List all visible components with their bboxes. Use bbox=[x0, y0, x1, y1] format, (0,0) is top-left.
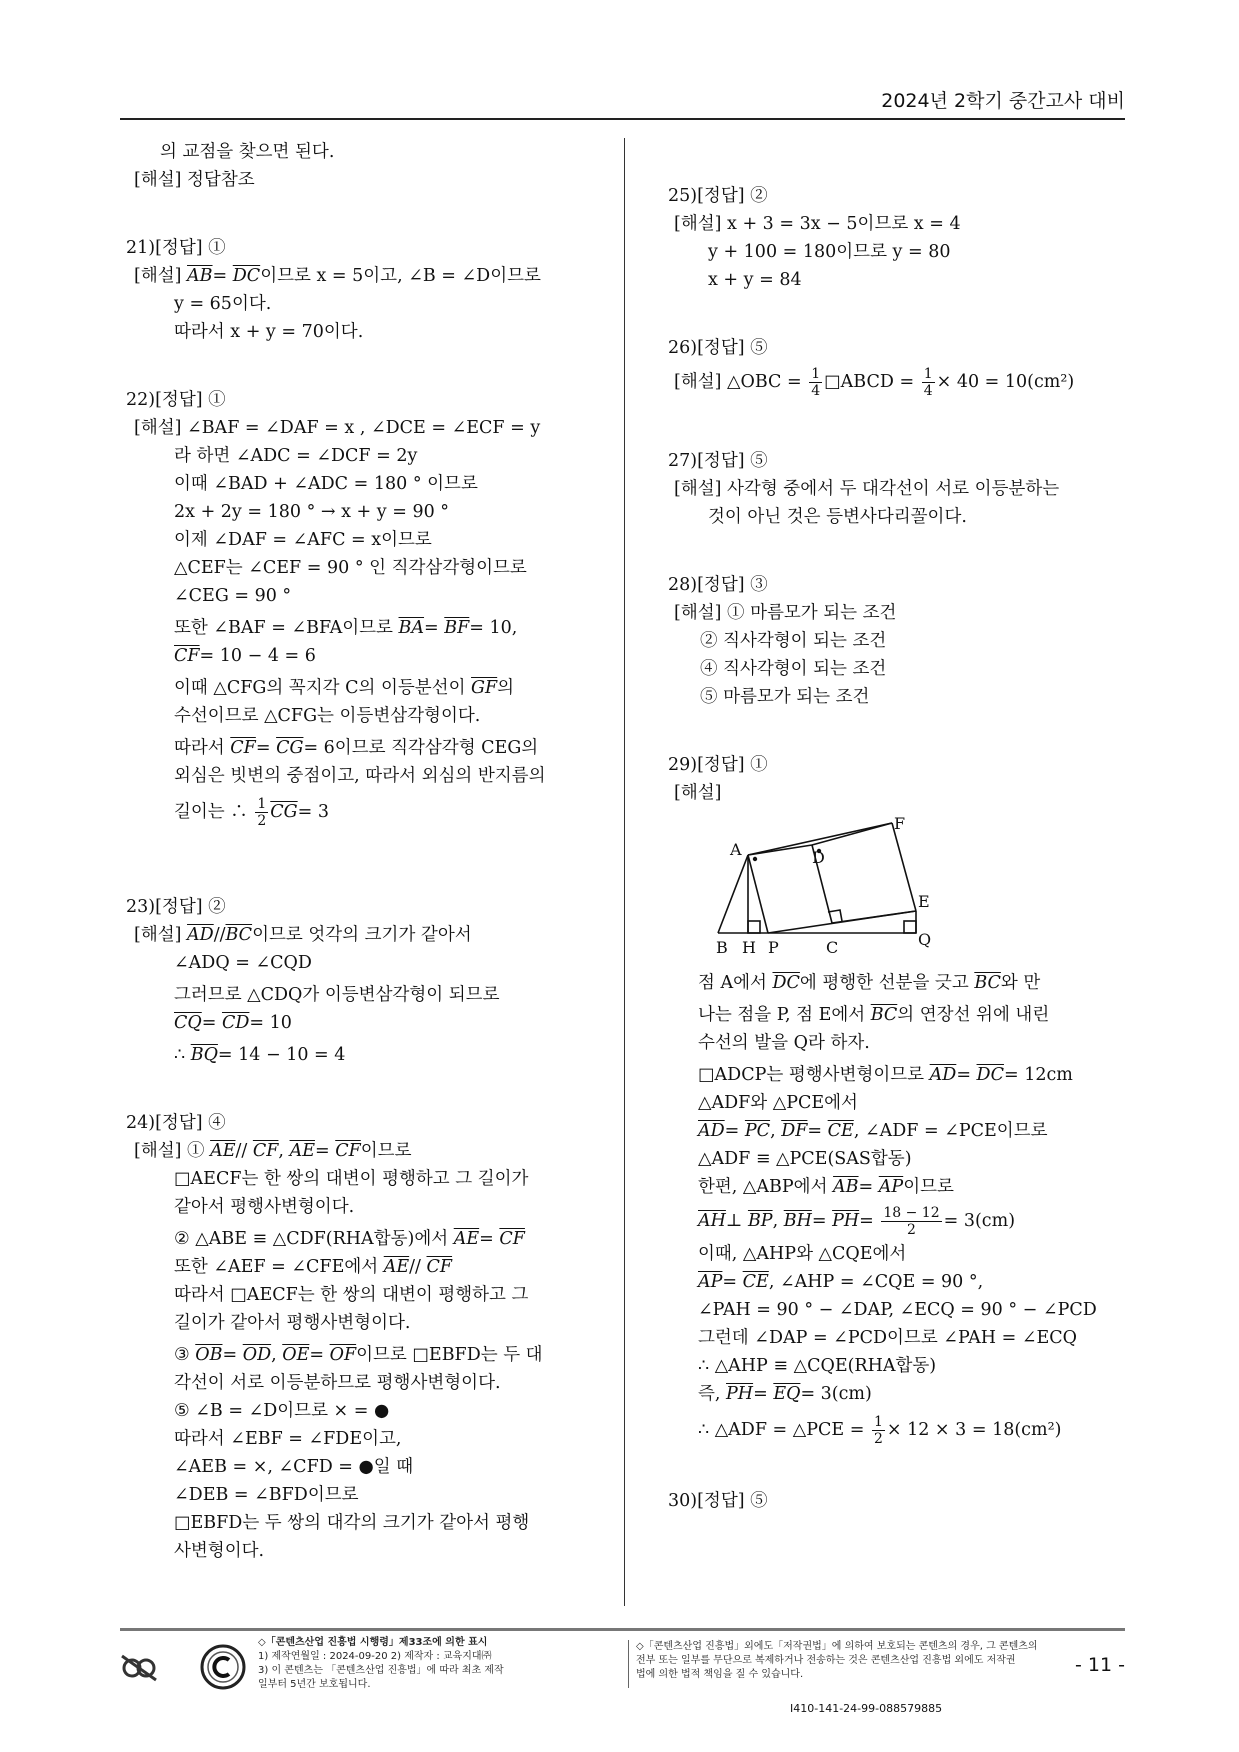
q21-line-3: 따라서 x + y = 70이다. bbox=[174, 322, 364, 342]
question-21 bbox=[126, 234, 602, 346]
q28-line-2: ② 직사각형이 되는 조건 bbox=[700, 631, 887, 651]
q25-line-3: x + y = 84 bbox=[708, 270, 802, 290]
label-F: F bbox=[894, 815, 906, 833]
q22-line-13: 외심은 빗변의 중점이고, 따라서 외심의 반지름의 bbox=[174, 766, 546, 786]
label-B: B bbox=[716, 938, 728, 957]
question-30 bbox=[668, 1487, 1132, 1515]
q28-answer: 28)[정답] ③ bbox=[668, 575, 768, 595]
q29-line-1: 점 A에서 $\overline{DC}$에 평행한 선분을 긋고 $\overline{BC}$와 만 bbox=[698, 973, 1041, 993]
q24-line-5: 또한 ∠AEF = ∠CFE에서 $\overline{AE}//$ $\overline{CF}$ bbox=[174, 1257, 453, 1277]
footer-left-line-3: 일부터 5년간 보호됩니다. bbox=[258, 1679, 371, 1690]
q22-line-8: 또한 ∠BAF = ∠BFA이므로 $\overline{BA}= \overline{BF}= 10$, bbox=[174, 618, 518, 638]
left-column bbox=[126, 138, 602, 1565]
footer-left-line-2: 3) 이 콘텐츠는 「콘텐츠산업 진흥법」에 따라 최초 제작 bbox=[258, 1665, 504, 1676]
label-D: D bbox=[812, 848, 825, 867]
q24-line-4: ② △ABE ≡ △CDF(RHA합동)에서 $\overline{AE}= \overline{CF}$ bbox=[174, 1229, 525, 1249]
intro-line: 의 교점을 찾으면 된다. bbox=[160, 142, 335, 162]
question-25 bbox=[668, 182, 1132, 294]
question-22 bbox=[126, 386, 602, 829]
q24-line-3: 같아서 평행사변형이다. bbox=[174, 1197, 355, 1217]
label-E: E bbox=[918, 892, 930, 911]
q22-line-2: 라 하면 ∠ADC = ∠DCF = 2y bbox=[174, 446, 418, 466]
q25-line-2: y + 100 = 180이므로 y = 80 bbox=[708, 242, 951, 262]
geometry-diagram bbox=[716, 815, 976, 959]
q22-line-9: $\overline{CF}= 10 - 4 = 6$ bbox=[174, 646, 316, 666]
q29-answer: 29)[정답] ① bbox=[668, 755, 768, 775]
q26-answer: 26)[정답] ⑤ bbox=[668, 338, 768, 358]
q26-line-1: [해설] △OBC = $\frac{1}{4}$ □ABCD = $\frac{1}{4}$ × 40 = 10(cm²) bbox=[674, 366, 1075, 399]
footer-divider bbox=[628, 1640, 629, 1688]
q25-answer: 25)[정답] ② bbox=[668, 186, 768, 206]
q23-line-1: [해설] $\overline{AD}//\overline{BC}$이므로 엇각의 크기가 같아서 bbox=[134, 925, 472, 945]
label-A: A bbox=[730, 840, 742, 859]
q29-line-4: □ADCP는 평행사변형이므로 $\overline{AD}= \overline{DC}= 12cm$ bbox=[698, 1065, 1073, 1085]
q22-line-6: △CEF는 ∠CEF = 90 ° 인 직각삼각형이므로 bbox=[174, 558, 527, 578]
q29-line-14: ∴ △AHP ≡ △CQE(RHA합동) bbox=[698, 1356, 937, 1376]
q21-line-1: [해설] $\overline{AB}= \overline{DC}$이므로 x = 5이고, ∠B = ∠D이므로 bbox=[134, 266, 541, 286]
q24-line-2: □AECF는 한 쌍의 대변이 평행하고 그 길이가 bbox=[174, 1169, 529, 1189]
q24-line-6: 따라서 □AECF는 한 쌍의 대변이 평행하고 그 bbox=[174, 1285, 529, 1305]
question-26 bbox=[668, 334, 1132, 399]
document-code: I410-141-24-99-088579885 bbox=[790, 1702, 943, 1715]
footer-right-notice bbox=[636, 1640, 1066, 1682]
publisher-logo-icon bbox=[118, 1648, 160, 1688]
q27-answer: 27)[정답] ⑤ bbox=[668, 451, 768, 471]
question-28 bbox=[668, 571, 1132, 711]
label-C: C bbox=[826, 938, 839, 957]
footer-right-line-3: 법에 의한 법적 책임을 질 수 있습니다. bbox=[636, 1669, 804, 1680]
footer-rule bbox=[120, 1628, 1125, 1631]
q28-line-1: [해설] ① 마름모가 되는 조건 bbox=[674, 603, 897, 623]
q29-line-8: 한편, △ABP에서 $\overline{AB}= \overline{AP}$이므로 bbox=[698, 1177, 954, 1197]
q29-line-11: $\overline{AP}= \overline{CE}$, ∠AHP = ∠CQE = 90 °, bbox=[698, 1272, 984, 1292]
question-24 bbox=[126, 1109, 602, 1565]
q29-line-7: △ADF ≡ △PCE(SAS합동) bbox=[698, 1149, 912, 1169]
q29-line-5: △ADF와 △PCE에서 bbox=[698, 1093, 858, 1113]
q24-line-7: 길이가 같아서 평행사변형이다. bbox=[174, 1313, 411, 1333]
q24-line-13: ∠DEB = ∠BFD이므로 bbox=[174, 1485, 359, 1505]
q23-answer: 23)[정답] ② bbox=[126, 897, 226, 917]
page-header-title: 2024년 2학기 중간고사 대비 bbox=[881, 90, 1125, 112]
q24-line-1: [해설] ① $\overline{AE}//$ $\overline{CF}$, $\overline{AE}= \overline{CF}$이므로 bbox=[134, 1141, 412, 1161]
q29-line-6: $\overline{AD}= \overline{PC}$, $\overline{DF}= \overline{CE}$, ∠ADF = ∠PCE이므로 bbox=[698, 1121, 1048, 1141]
q22-line-10: 이때 △CFG의 꼭지각 C의 이등분선이 $\overline{GF}$의 bbox=[174, 678, 515, 698]
q29-expl: [해설] bbox=[674, 783, 722, 803]
right-column bbox=[668, 182, 1132, 1515]
q21-line-2: y = 65이다. bbox=[174, 294, 272, 314]
q28-line-4: ⑤ 마름모가 되는 조건 bbox=[700, 687, 870, 707]
q29-line-2: 나는 점을 P, 점 E에서 $\overline{BC}$의 연장선 위에 내린 bbox=[698, 1005, 1050, 1025]
q22-line-14: 길이는 ∴ $\frac{1}{2}$ $\overline{CG}= 3$ bbox=[174, 796, 330, 829]
header-rule bbox=[120, 118, 1125, 120]
q22-line-11: 수선이므로 △CFG는 이등변삼각형이다. bbox=[174, 706, 481, 726]
q29-line-12: ∠PAH = 90 ° − ∠DAP, ∠ECQ = 90 ° − ∠PCD bbox=[698, 1300, 1097, 1320]
copyright-seal-icon bbox=[200, 1644, 246, 1690]
question-23 bbox=[126, 893, 602, 1069]
q29-line-15: 즉, $\overline{PH}= \overline{EQ}= 3(cm)$ bbox=[698, 1384, 872, 1404]
q22-line-1: [해설] ∠BAF = ∠DAF = x , ∠DCE = ∠ECF = y bbox=[134, 418, 541, 438]
label-H: H bbox=[742, 938, 756, 957]
q22-line-3: 이때 ∠BAD + ∠ADC = 180 ° 이므로 bbox=[174, 474, 478, 494]
q23-line-4: $\overline{CQ}= \overline{CD}= 10$ bbox=[174, 1013, 292, 1033]
intro-expl: [해설] 정답참조 bbox=[134, 170, 255, 190]
q24-line-12: ∠AEB = ×, ∠CFD = ●일 때 bbox=[174, 1457, 414, 1477]
footer-left-line-1: 1) 제작연월일 : 2024-09-20 2) 제작자 : 교육지대㈜ bbox=[258, 1651, 492, 1662]
label-Q: Q bbox=[918, 930, 932, 949]
q22-line-12: 따라서 $\overline{CF}= \overline{CG}= 6$이므로 직각삼각형 CEG의 bbox=[174, 738, 539, 758]
footer-left-notice bbox=[258, 1636, 618, 1692]
q29-line-3: 수선의 발을 Q라 하자. bbox=[698, 1033, 870, 1053]
q24-line-15: 사변형이다. bbox=[174, 1541, 265, 1561]
q24-line-10: ⑤ ∠B = ∠D이므로 × = ● bbox=[174, 1401, 390, 1421]
q22-line-7: ∠CEG = 90 ° bbox=[174, 586, 292, 606]
footer-right-line-2: 전부 또는 일부를 무단으로 복제하거나 전송하는 것은 콘텐츠산업 진흥법 외에도 저작권 bbox=[636, 1655, 1016, 1666]
q28-line-3: ④ 직사각형이 되는 조건 bbox=[700, 659, 887, 679]
q29-line-13: 그런데 ∠DAP = ∠PCD이므로 ∠PAH = ∠ECQ bbox=[698, 1328, 1078, 1348]
q22-line-5: 이제 ∠DAF = ∠AFC = x이므로 bbox=[174, 530, 432, 550]
q23-line-2: ∠ADQ = ∠CQD bbox=[174, 953, 312, 973]
q23-line-5: ∴ $\overline{BQ}= 14 - 10 = 4$ bbox=[174, 1045, 346, 1065]
q25-line-1: [해설] x + 3 = 3x − 5이므로 x = 4 bbox=[674, 214, 961, 234]
q21-answer: 21)[정답] ① bbox=[126, 238, 226, 258]
q24-line-14: □EBFD는 두 쌍의 대각의 크기가 같아서 평행 bbox=[174, 1513, 530, 1533]
q30-answer: 30)[정답] ⑤ bbox=[668, 1491, 768, 1511]
label-P: P bbox=[768, 938, 779, 957]
q29-line-9: $\overline{AH}\perp$ $\overline{BP}$, $\overline{BH}= \overline{PH}=$ $\frac{18 - 12}{2}$ = 3(cm) bbox=[698, 1205, 1016, 1238]
q23-line-3: 그러므로 △CDQ가 이등변삼각형이 되므로 bbox=[174, 985, 500, 1005]
q24-answer: 24)[정답] ④ bbox=[126, 1113, 226, 1133]
q29-line-16: ∴ △ADF = △PCE = $\frac{1}{2}$ × 12 × 3 = 18(cm²) bbox=[698, 1414, 1062, 1447]
q29-line-10: 이때, △AHP와 △CQE에서 bbox=[698, 1244, 907, 1264]
footer-left-title: ◇「콘텐츠산업 진흥법 시행령」제33조에 의한 표시 bbox=[258, 1637, 488, 1648]
q24-line-8: ③ $\overline{OB}= \overline{OD}$, $\overline{OE}= \overline{OF}$이므로 □EBFD는 두 대 bbox=[174, 1345, 543, 1365]
question-29 bbox=[668, 751, 1132, 1447]
q22-line-4: 2x + 2y = 180 ° → x + y = 90 ° bbox=[174, 502, 450, 522]
question-27 bbox=[668, 447, 1132, 531]
page-number: - 11 - bbox=[1075, 1654, 1125, 1676]
q24-line-9: 각선이 서로 이등분하므로 평행사변형이다. bbox=[174, 1373, 501, 1393]
q27-line-2: 것이 아닌 것은 등변사다리꼴이다. bbox=[708, 507, 967, 527]
q27-line-1: [해설] 사각형 중에서 두 대각선이 서로 이등분하는 bbox=[674, 479, 1060, 499]
q22-answer: 22)[정답] ① bbox=[126, 390, 226, 410]
footer-right-line-1: ◇「콘텐츠산업 진흥법」외에도「저작권법」에 의하여 보호되는 콘텐츠의 경우, 그 콘텐츠의 bbox=[636, 1641, 1038, 1652]
q24-line-11: 따라서 ∠EBF = ∠FDE이고, bbox=[174, 1429, 402, 1449]
column-divider bbox=[624, 138, 625, 1606]
